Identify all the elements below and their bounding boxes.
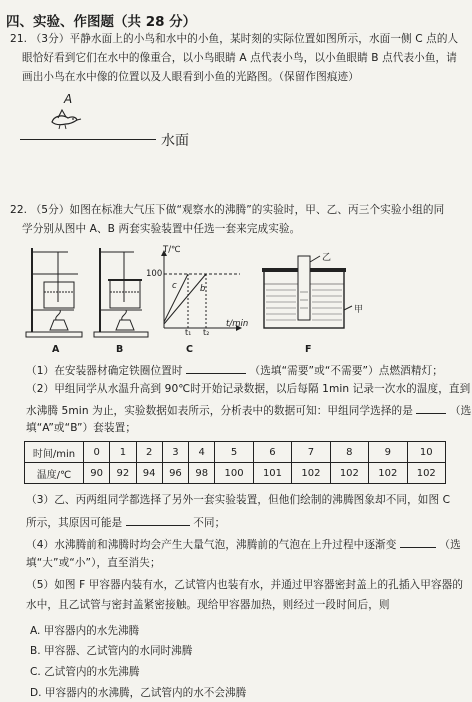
container-f-figure — [258, 252, 358, 332]
q22-sub5-line-2: 水中，且乙试管与密封盖紧密接触。现给甲容器加热，则经过一段时间后，则 — [26, 599, 390, 611]
table-cell: 8 — [330, 442, 368, 463]
q22-sub1-blank[interactable] — [186, 362, 246, 374]
temperature-data-table — [24, 441, 446, 484]
q22-option-c: C. 乙试管内的水先沸腾 — [30, 666, 140, 678]
q22-line-1: 22. （5分）如图在标准大气压下做“观察水的沸腾”的实验时，甲、乙、丙三个实验小组的同 — [10, 204, 445, 216]
q22-sub4-line-1 — [26, 536, 461, 552]
table-cell: 102 — [369, 463, 407, 484]
q22-sub4-text-end: （选 — [439, 539, 461, 551]
q22-sub3-line-2 — [26, 514, 225, 530]
q22-sub2-blank[interactable] — [416, 402, 446, 414]
q21-line-3: 画出小鸟在水中像的位置以及人眼看到小鱼的光路图。（保留作图痕迹） — [22, 71, 359, 83]
section-title: 四、实验、作图题（共 28 分） — [6, 14, 197, 30]
q22-sub4-line-2: 填“大”或“小”），直至消失； — [26, 557, 161, 569]
q22-option-b: B. 甲容器、乙试管内的水同时沸腾 — [30, 645, 193, 657]
q22-sub3-line-1: （3）乙、丙两组同学都选择了另外一套实验装置，但他们绘制的沸腾图象却不同，如图 C — [26, 494, 451, 506]
q22-sub2-text-end: （选 — [449, 405, 472, 417]
q21-line-1: 21. （3分）平静水面上的小鸟和水中的小鱼，某时刻的实际位置如图所示，水面一侧 C 点的人 — [10, 33, 459, 45]
water-surface-label: 水面 — [161, 133, 189, 149]
table-cell: 2 — [136, 442, 162, 463]
table-cell: 9 — [369, 442, 407, 463]
graph-line-c-label: c — [172, 281, 177, 291]
graph-ylabel: T/℃ — [163, 245, 181, 255]
table-cell: 1 — [110, 442, 136, 463]
water-surface-line — [20, 139, 156, 140]
table-cell: 0 — [84, 442, 110, 463]
table-header-temperature: 温度/℃ — [25, 463, 84, 484]
table-cell: 6 — [253, 442, 291, 463]
figure-f-container-label: 甲 — [354, 305, 364, 315]
point-a-label: A — [64, 92, 73, 106]
graph-t2-label: t₂ — [203, 328, 210, 337]
q21-line-2: 眼恰好看到它们在水中的像重合，以小鸟眼睛 A 点代表小鸟，以小鱼眼睛 B 点代表小鱼，请 — [22, 52, 457, 64]
q22-sub4-text: （4）水沸腾前和沸腾时均会产生大量气泡，沸腾前的气泡在上升过程中逐渐变 — [26, 539, 397, 551]
q22-sub1-text: （1）在安装器材确定铁圈位置时 — [26, 365, 183, 377]
graph-t1-label: t₁ — [185, 328, 192, 337]
table-cell: 101 — [253, 463, 291, 484]
q22-sub3-text-end: 不同； — [193, 517, 226, 529]
q22-sub4-blank[interactable] — [400, 536, 436, 548]
q22-option-a: A. 甲容器内的水先沸腾 — [30, 625, 140, 637]
apparatus-a-figure — [18, 244, 88, 340]
table-row-temperature — [25, 463, 446, 484]
q22-sub2-line-2 — [26, 402, 471, 418]
q22-sub3-text: 所示，其原因可能是 — [26, 517, 123, 529]
figure-c-label: C — [186, 344, 193, 355]
graph-ytick-100: 100 — [146, 269, 163, 279]
table-cell: 90 — [84, 463, 110, 484]
table-cell: 102 — [330, 463, 368, 484]
table-cell: 102 — [407, 463, 445, 484]
table-cell: 5 — [215, 442, 253, 463]
table-cell: 7 — [292, 442, 330, 463]
q22-sub2-line-1: （2）甲组同学从水温升高到 90℃时开始记录数据，以后每隔 1min 记录一次水的温度，直到 — [26, 383, 471, 395]
figure-b-label: B — [116, 344, 124, 355]
figure-a-label: A — [52, 344, 60, 355]
table-cell: 102 — [292, 463, 330, 484]
q22-sub1 — [26, 362, 443, 378]
q22-sub2-line-3: 填“A”或“B”）套装置； — [26, 422, 137, 434]
table-header-time: 时间/min — [25, 442, 84, 463]
q22-sub5-line-1: （5）如图 F 甲容器内装有水，乙试管内也装有水，并通过甲容器密封盖上的孔插入甲容器的 — [26, 579, 464, 591]
figure-f-tube-label: 乙 — [322, 253, 332, 263]
q22-sub3-blank[interactable] — [126, 514, 190, 526]
table-cell: 98 — [189, 463, 215, 484]
graph-line-b-label: b — [200, 284, 206, 294]
q22-sub2-text: 水沸腾 5min 为止，实验数据如表所示，分析表中的数据可知：甲组同学选择的是 — [26, 405, 413, 417]
table-cell: 96 — [162, 463, 188, 484]
q22-line-2: 学分别从图中 A、B 两套实验装置中任选一套来完成实验。 — [22, 223, 301, 235]
table-cell: 3 — [162, 442, 188, 463]
table-cell: 92 — [110, 463, 136, 484]
table-cell: 94 — [136, 463, 162, 484]
table-cell: 10 — [407, 442, 445, 463]
table-cell: 100 — [215, 463, 253, 484]
figure-f-label: F — [305, 344, 312, 355]
q22-option-d: D. 甲容器内的水沸腾，乙试管内的水不会沸腾 — [30, 687, 247, 699]
q22-sub1-text-end: （选填“需要”或“不需要”）点燃酒精灯； — [249, 365, 443, 377]
graph-xlabel: t/min — [226, 319, 249, 329]
table-row-time — [25, 442, 446, 463]
table-cell: 4 — [189, 442, 215, 463]
